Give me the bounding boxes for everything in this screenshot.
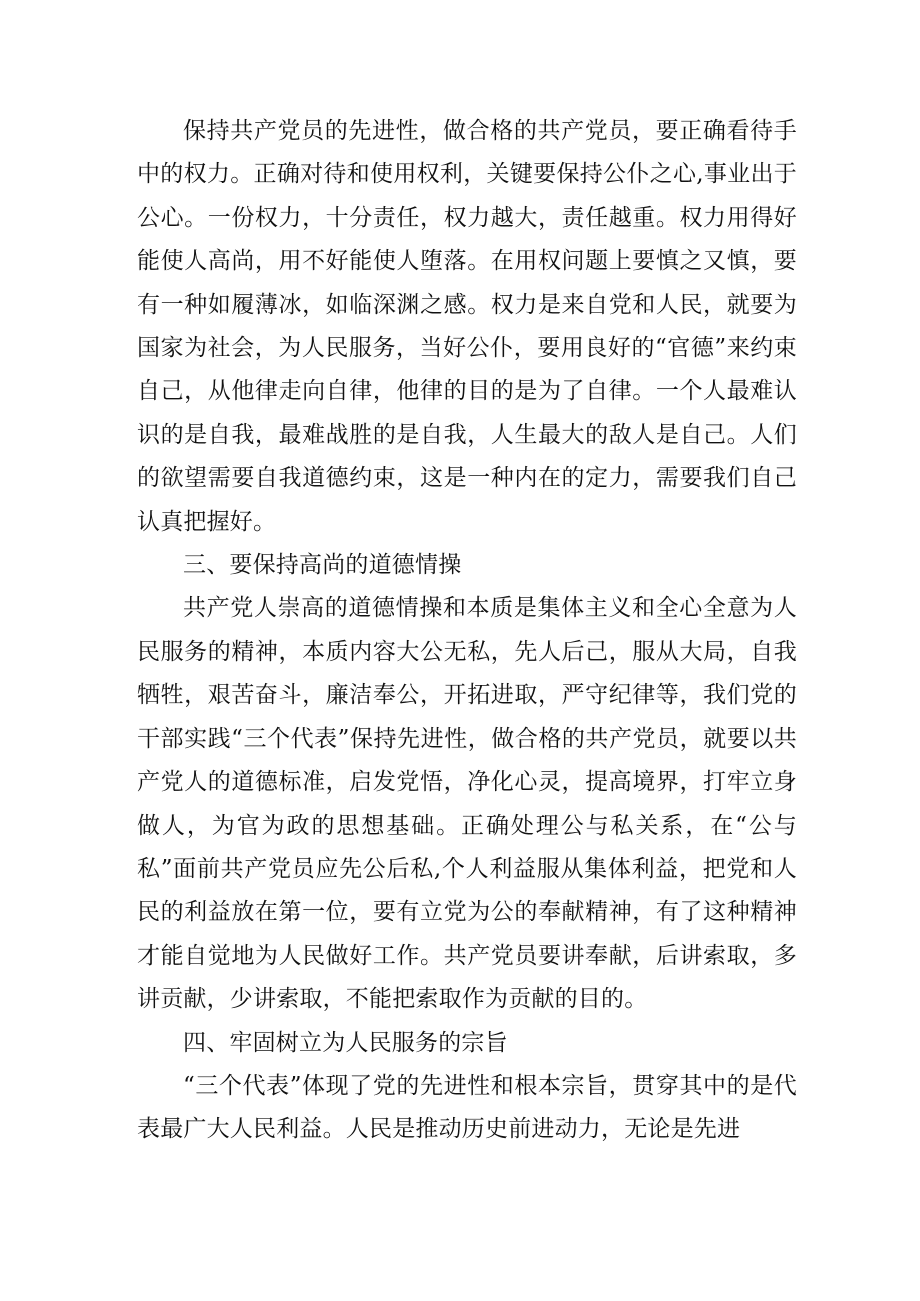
paragraph-moral: 共产党人崇高的道德情操和本质是集体主义和全心全意为人民服务的精神，本质内容大公无私，先人后己，服从大局，自我牺牲，艰苦奋斗，廉洁奉公，开拓进取，严守纪律等，我们党的干部实践“三个代表”保持先进性，做合格的共产党员，就要以共产党人的道德标准，启发党悟，净化心灵，提高境界，打牢立身做人，为官为政的思想基础。正确处理公与私关系，在“公与私”面前共产党员应先公后私,个人利益服从集体利益，把党和人民的利益放在第一位，要有立党为公的奉献精神，有了这种精神才能自觉地为人民做好工作。共产党员要讲奉献，后讲索取，多讲贡献，少讲索取，不能把索取作为贡献的目的。 [137, 595, 797, 1013]
paragraph-power: 保持共产党员的先进性，做合格的共产党员，要正确看待手中的权力。正确对待和使用权利，关键要保持公仆之心,事业出于公心。一份权力，十分责任，权力越大，责任越重。权力用得好能使人高尚，用不好能使人堕落。在用权问题上要慎之又慎，要有一种如履薄冰，如临深渊之感。权力是来自党和人民，就要为国家为社会，为人民服务，当好公仆，要用良好的“官德”来约束自己，从他律走向自律，他律的目的是为了自律。一个人最难认识的是自我，最难战胜的是自我，人生最大的敌人是自己。人们的欲望需要自我道德约束，这是一种内在的定力，需要我们自己认真把握好。 [137, 118, 797, 535]
paragraph-service: “三个代表”体现了党的先进性和根本宗旨，贯穿其中的是代表最广大人民利益。人民是推动历史前进动力，无论是先进 [137, 1072, 797, 1143]
section-heading-moral: 三、要保持高尚的道德情操 [183, 552, 462, 579]
document-body [137, 110, 797, 1152]
section-heading-service: 四、牢固树立为人民服务的宗旨 [183, 1029, 508, 1056]
